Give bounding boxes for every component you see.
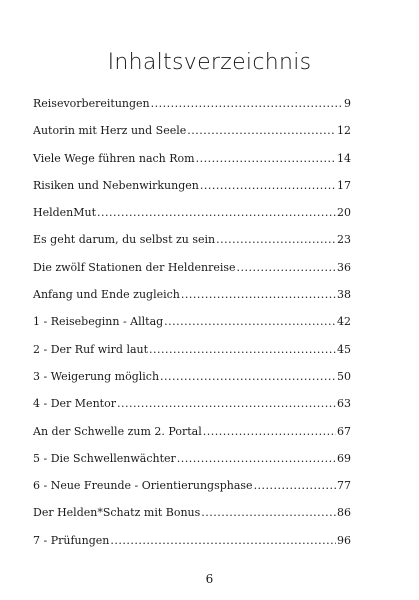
toc-entry [33, 179, 351, 206]
toc-entry [33, 124, 351, 151]
toc-dot-leader [237, 261, 336, 274]
toc-entry-label: 1 - Reisebeginn - Alltag [33, 315, 164, 329]
toc-entry-page: 96 [337, 533, 351, 547]
page-title: Inhaltsverzeichnis [107, 50, 312, 75]
toc-dot-leader [110, 534, 336, 547]
toc-entry [33, 506, 351, 533]
toc-entry-label: 3 - Weigerung möglich [33, 369, 160, 383]
toc-entry-page: 23 [337, 233, 351, 247]
toc-entry-page: 63 [337, 397, 351, 411]
toc-entry-page: 12 [337, 124, 351, 138]
toc-entry [33, 425, 351, 452]
toc-dot-leader [200, 179, 336, 192]
toc-dot-leader [177, 452, 336, 465]
toc-entry-label: 4 - Der Mentor [33, 397, 116, 411]
toc-entry-label: 5 - Die Schwellenwächter [33, 451, 176, 465]
toc-entry [33, 233, 351, 260]
toc-entry-label: Autorin mit Herz und Seele [33, 124, 187, 138]
toc-entry-label: Viele Wege führen nach Rom [33, 151, 195, 165]
toc-dot-leader [164, 315, 336, 328]
toc-entry [33, 397, 351, 424]
toc-entry-label: Anfang und Ende zugleich [33, 288, 180, 302]
toc-entry-page: 20 [337, 206, 351, 220]
toc-dot-leader [97, 206, 336, 219]
toc-entry [33, 97, 351, 124]
toc-entry-page: 45 [337, 342, 351, 356]
toc-entry-label: Der Helden*Schatz mit Bonus [33, 506, 201, 520]
toc-entry-label: 6 - Neue Freunde - Orientierungsphase [33, 479, 253, 493]
toc-entry-page: 42 [337, 315, 351, 329]
toc-entry-page: 36 [337, 260, 351, 274]
toc-entry-label: An der Schwelle zum 2. Portal [33, 424, 202, 438]
page-number: 6 [205, 572, 214, 586]
toc-entry [33, 534, 351, 561]
toc-entry [33, 261, 351, 288]
toc-entry-label: 2 - Der Ruf wird laut [33, 342, 149, 356]
toc-entry [33, 315, 351, 342]
toc-entry [33, 288, 351, 315]
toc-entry-label: 7 - Prüfungen [33, 533, 110, 547]
toc-dot-leader [254, 479, 336, 492]
toc-entry-label: Die zwölf Stationen der Heldenreise [33, 260, 236, 274]
table-of-contents [33, 97, 351, 561]
toc-entry [33, 152, 351, 179]
toc-entry-page: 77 [337, 479, 351, 493]
toc-entry [33, 206, 351, 233]
toc-entry-page: 86 [337, 506, 351, 520]
toc-entry-label: Reisevorbereitungen [33, 97, 150, 110]
toc-entry-label: Risiken und Nebenwirkungen [33, 178, 199, 192]
toc-dot-leader [160, 370, 336, 383]
toc-dot-leader [216, 233, 336, 246]
toc-entry [33, 479, 351, 506]
toc-dot-leader [196, 152, 336, 165]
toc-entry-page: 17 [337, 178, 351, 192]
toc-entry-page: 9 [344, 97, 351, 110]
toc-dot-leader [187, 124, 336, 137]
toc-dot-leader [181, 288, 336, 301]
toc-dot-leader [151, 97, 343, 110]
toc-entry-page: 38 [337, 288, 351, 302]
toc-dot-leader [149, 343, 336, 356]
toc-entry [33, 452, 351, 479]
toc-dot-leader [201, 506, 336, 519]
toc-entry [33, 343, 351, 370]
toc-entry-label: HeldenMut [33, 206, 97, 220]
toc-entry-page: 14 [337, 151, 351, 165]
toc-dot-leader [117, 397, 336, 410]
toc-entry [33, 370, 351, 397]
toc-dot-leader [203, 425, 336, 438]
toc-entry-page: 50 [337, 369, 351, 383]
toc-entry-page: 67 [337, 424, 351, 438]
toc-entry-label: Es geht darum, du selbst zu sein [33, 233, 216, 247]
toc-entry-page: 69 [337, 451, 351, 465]
